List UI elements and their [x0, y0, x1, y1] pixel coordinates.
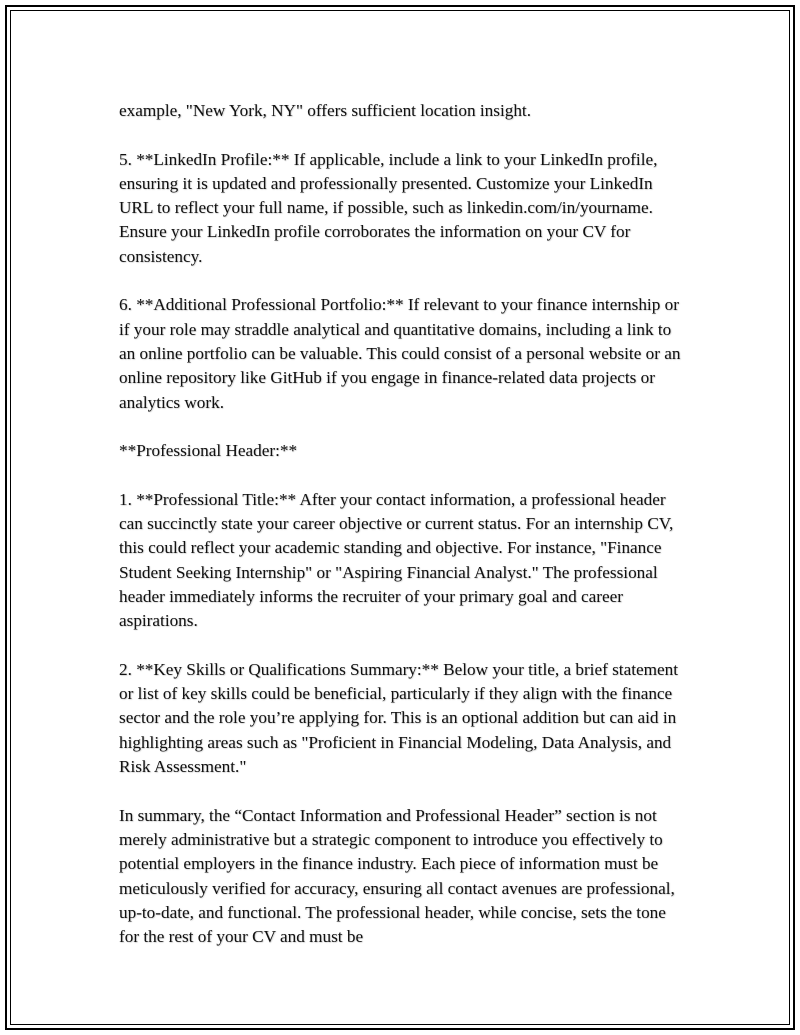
paragraph-linkedin-profile: 5. **LinkedIn Profile:** If applicable, include a link to your LinkedIn profile, ensuring it is updated and professionally presented. Customize your LinkedIn URL to reflect your full name, if possible, such as linkedin.com/in/yourname. Ensure your LinkedIn profile corroborates the information on your CV for consistency. — [119, 149, 658, 266]
paragraph-additional-portfolio: 6. **Additional Professional Portfolio:** If relevant to your finance internship or if your role may straddle analytical and quantitative domains, including a link to an online portfolio can be valuable. This could consist of a personal website or an online repository like GitHub if you engage in finance-related data projects or analytics work. — [119, 295, 681, 412]
document-body — [119, 99, 689, 974]
document-page — [5, 5, 795, 1030]
paragraph-location-note: example, "New York, NY" offers sufficient location insight. — [119, 101, 531, 120]
section-heading-professional-header: **Professional Header:** — [119, 441, 298, 461]
paragraph-professional-title: 1. **Professional Title:** After your contact information, a professional header can succinctly state your career objective or current status. For an internship CV, this could reflect your academic standing and objective. For instance, "Finance Student Seeking Internship" or "Aspiring Financial Analyst." The professional header immediately informs the recruiter of your primary goal and career aspirations. — [119, 489, 674, 631]
paragraph-key-skills: 2. **Key Skills or Qualifications Summary:** Below your title, a brief statement or list of key skills could be beneficial, particularly if they align with the finance sector and the role you’re applying for. This is an optional addition but can aid in highlighting areas such as "Proficient in Financial Modeling, Data Analysis, and Risk Assessment." — [119, 659, 678, 777]
paragraph-summary: In summary, the “Contact Information and Professional Header” section is not merely administrative but a strategic component to introduce you effectively to potential employers in the finance industry. Each piece of information must be meticulously verified for accuracy, ensuring all contact avenues are professional, up-to-date, and functional. The professional header, while concise, sets the tone for the rest of your CV and must be — [119, 805, 675, 947]
